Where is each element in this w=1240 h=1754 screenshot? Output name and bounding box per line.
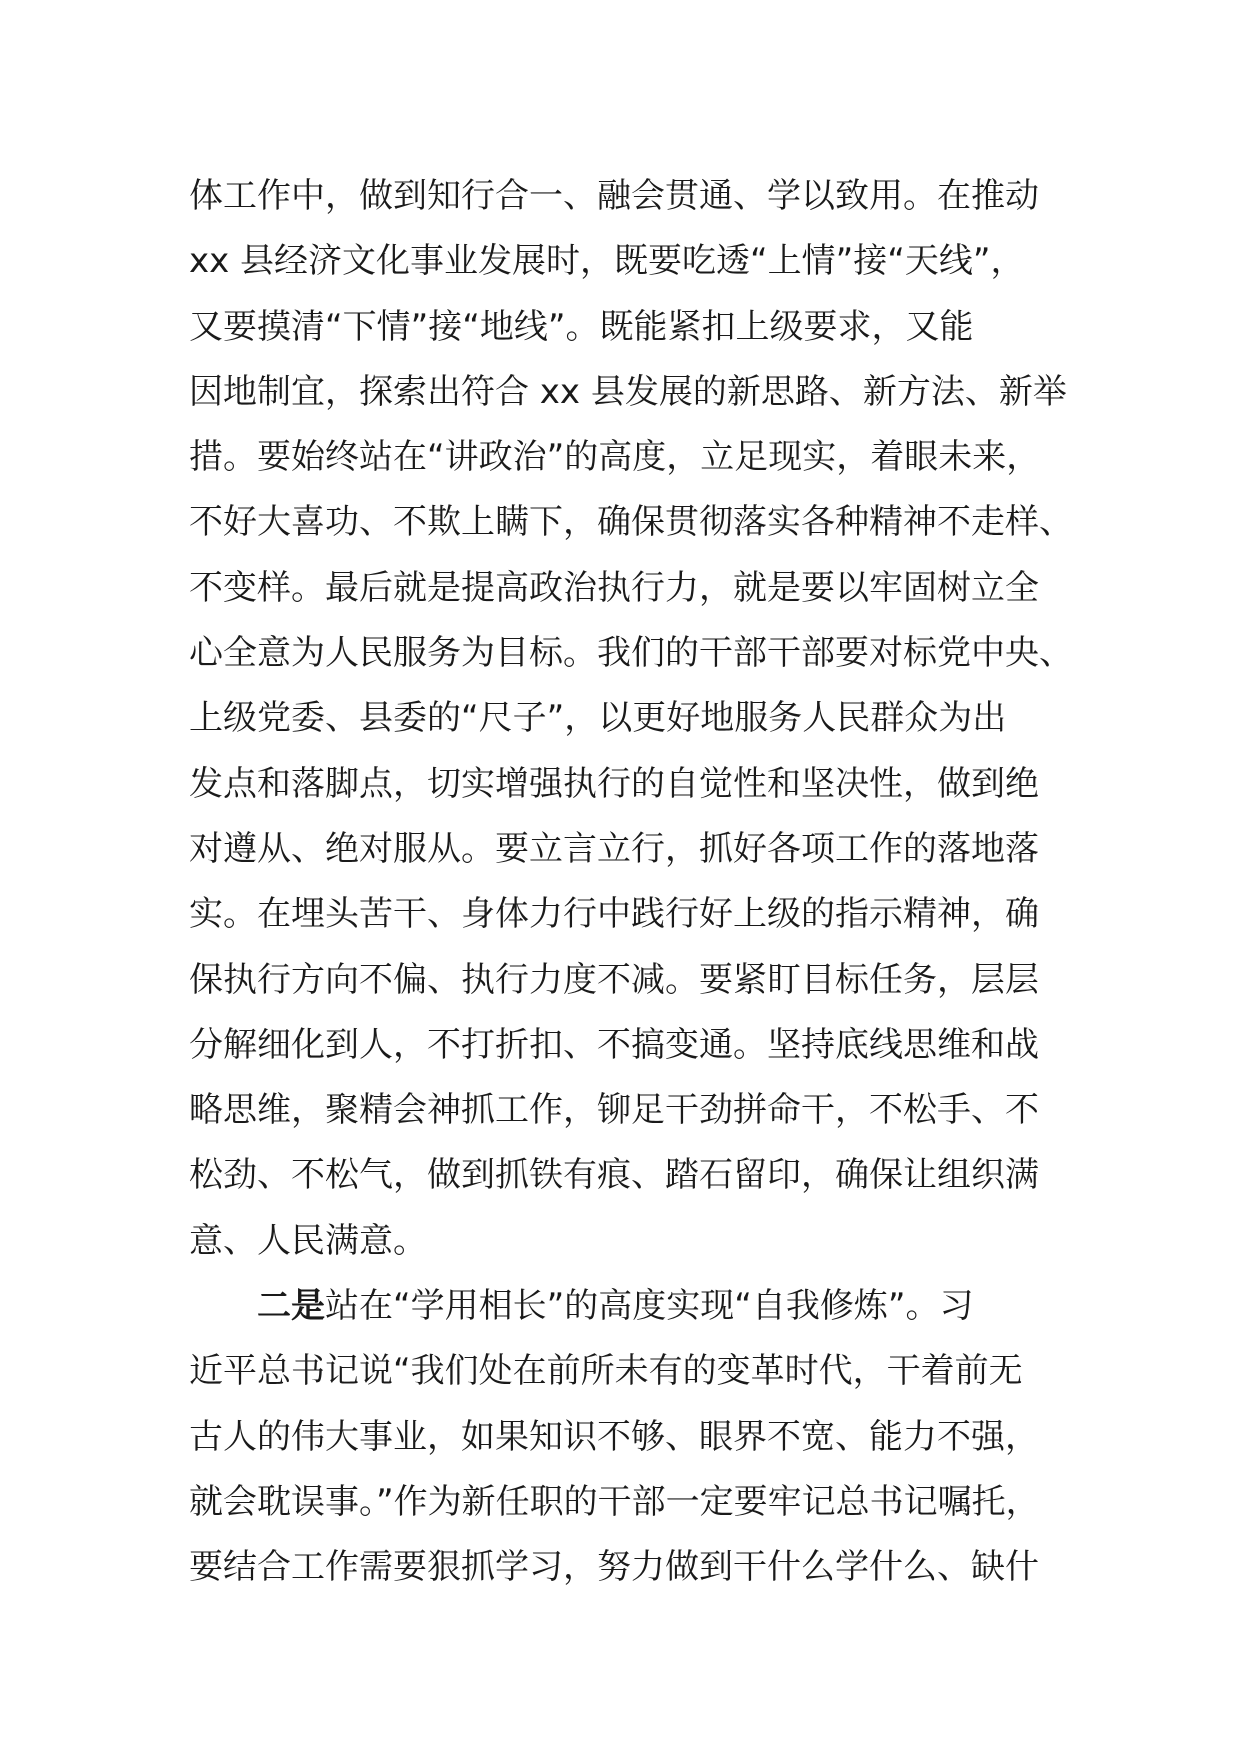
text-line: 意、人民满意。 [189, 1220, 427, 1261]
text-line: 保执行方向不偏、执行力度不减。要紧盯目标任务，层层 [189, 959, 1039, 1000]
text-line: xx 县经济文化事业发展时，既要吃透“上情”接“天线”， [189, 241, 1025, 282]
text-line: 古人的伟大事业，如果知识不够、眼界不宽、能力不强， [189, 1416, 1039, 1457]
text-line: 要结合工作需要狠抓学习，努力做到干什么学什么、缺什 [189, 1547, 1039, 1588]
text-line: 因地制宜，探索出符合 xx 县发展的新思路、新方法、新举 [189, 371, 1067, 412]
paragraph-2-lead: 二是 [257, 1286, 325, 1327]
text-line: 又要摸清“下情”接“地线”。既能紧扣上级要求，又能 [189, 306, 974, 347]
text-line: 不好大喜功、不欺上瞒下，确保贯彻落实各种精神不走样、 [189, 502, 1073, 543]
text-line: 略思维，聚精会神抓工作，铆足干劲拼命干，不松手、不 [189, 1090, 1039, 1131]
paragraph-2-first-text: 站在“学用相长”的高度实现“自我修炼”。习 [325, 1286, 974, 1327]
text-line: 就会耽误事。”作为新任职的干部一定要牢记总书记嘱托， [189, 1481, 1040, 1522]
text-line: 上级党委、县委的“尺子”，以更好地服务人民群众为出 [189, 698, 1007, 739]
text-line: 松劲、不松气，做到抓铁有痕、踏石留印，确保让组织满 [189, 1155, 1039, 1196]
text-line: 实。在埋头苦干、身体力行中践行好上级的指示精神，确 [189, 894, 1039, 935]
text-line: 对遵从、绝对服从。要立言立行，抓好各项工作的落地落 [189, 828, 1039, 869]
text-line: 措。要始终站在“讲政治”的高度，立足现实，着眼未来， [189, 437, 1041, 478]
text-line: 分解细化到人，不打折扣、不搞变通。坚持底线思维和战 [189, 1024, 1039, 1065]
text-line: 发点和落脚点，切实增强执行的自觉性和坚决性，做到绝 [189, 763, 1039, 804]
paragraph-2-first-line [189, 1274, 1069, 1339]
text-line: 不变样。最后就是提高政治执行力，就是要以牢固树立全 [189, 567, 1039, 608]
body-text [189, 164, 1073, 1601]
text-line: 体工作中，做到知行合一、融会贯通、学以致用。在推动 [189, 176, 1039, 216]
text-line: 心全意为人民服务为目标。我们的干部干部要对标党中央、 [189, 633, 1073, 674]
text-line: 近平总书记说“我们处在前所未有的变革时代，干着前无 [189, 1351, 1023, 1392]
